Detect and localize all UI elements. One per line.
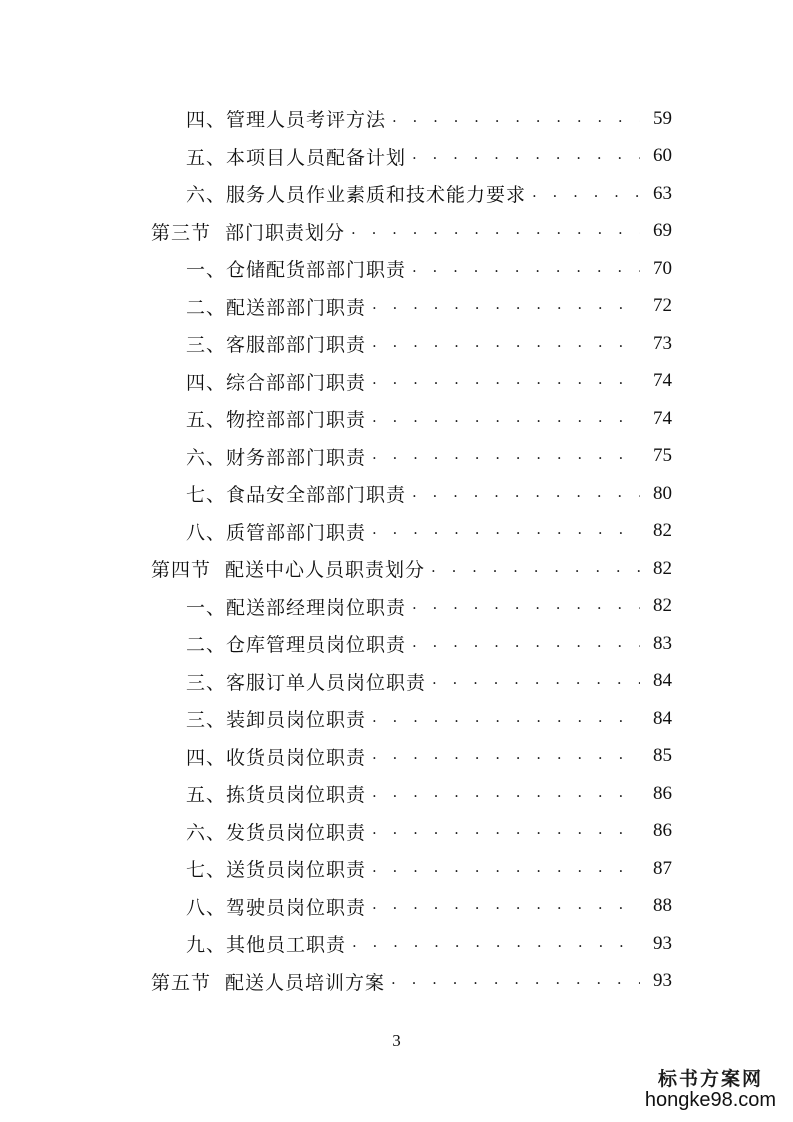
toc-entry-title: 八、质管部部门职责: [186, 521, 367, 544]
dot-leader: [352, 935, 640, 953]
toc-entry[interactable]: [0, 588, 793, 626]
toc-entry[interactable]: [0, 888, 793, 926]
toc-entry-title: 五、物控部部门职责: [186, 409, 367, 432]
toc-entry-title: 六、财务部部门职责: [186, 446, 367, 469]
dot-leader: [372, 822, 640, 840]
toc-page-number: 82: [653, 557, 672, 579]
toc-entry[interactable]: [0, 138, 793, 176]
toc-page-number: 73: [653, 332, 672, 354]
toc-page-number: 70: [653, 257, 672, 279]
watermark-url: hongke98.com: [644, 1089, 777, 1111]
dot-leader: [392, 110, 640, 128]
toc-section-title: 部门职责划分: [225, 221, 346, 244]
dot-leader: [372, 860, 640, 878]
toc-entry-title: 七、食品安全部部门职责: [186, 484, 407, 507]
toc-entry-title: 七、送货员岗位职责: [186, 859, 367, 882]
toc-entry-title: 五、拣货员岗位职责: [186, 784, 367, 807]
toc-entry[interactable]: [0, 513, 793, 551]
toc-page-number: 88: [653, 895, 672, 917]
dot-leader: [412, 147, 640, 165]
toc-page-number: 84: [653, 707, 672, 729]
toc-entry[interactable]: [0, 175, 793, 213]
toc-page-number: 86: [653, 782, 672, 804]
toc-page-number: 69: [653, 220, 672, 242]
toc-page-number: 86: [653, 820, 672, 842]
toc-page-number: 80: [653, 482, 672, 504]
watermark-brand: 标书方案网: [657, 1068, 763, 1090]
toc-page-number: 85: [653, 745, 672, 767]
toc-entry-title: 二、配送部部门职责: [186, 296, 367, 319]
toc-entry-title: 三、客服部部门职责: [186, 334, 367, 357]
dot-leader: [372, 897, 640, 915]
toc-section-entry[interactable]: [0, 550, 793, 588]
dot-leader: [372, 785, 640, 803]
toc-entry[interactable]: [0, 400, 793, 438]
toc-entry-title: 六、服务人员作业素质和技术能力要求: [186, 184, 527, 207]
toc-page-number: 63: [653, 182, 672, 204]
toc-entry[interactable]: [0, 475, 793, 513]
dot-leader: [372, 297, 640, 315]
toc-page-number: 74: [653, 370, 672, 392]
toc-entry-title: 四、综合部部门职责: [186, 371, 367, 394]
toc-entry[interactable]: [0, 438, 793, 476]
toc-page-number: 74: [653, 407, 672, 429]
toc-entry-title: [151, 218, 345, 245]
dot-leader: [372, 522, 640, 540]
toc-page-number: 75: [653, 445, 672, 467]
toc-entry[interactable]: [0, 625, 793, 663]
toc-page-number: 82: [653, 595, 672, 617]
toc-section-label: 第三节: [151, 221, 212, 244]
toc-page-number: 82: [653, 520, 672, 542]
dot-leader: [532, 185, 640, 203]
toc-entry-title: 一、仓储配货部部门职责: [186, 259, 407, 282]
dot-leader: [412, 485, 640, 503]
toc-entry-title: 一、配送部经理岗位职责: [186, 596, 407, 619]
dot-leader: [412, 597, 640, 615]
toc-entry-title: 四、管理人员考评方法: [186, 109, 387, 132]
toc-section-title: 配送中心人员职责划分: [225, 559, 426, 582]
toc-entry-title: 三、客服订单人员岗位职责: [186, 671, 427, 694]
toc-page-number: 93: [653, 970, 672, 992]
dot-leader: [372, 447, 640, 465]
toc-entry[interactable]: [0, 850, 793, 888]
toc-page-number: 93: [653, 932, 672, 954]
toc-entry-title: 五、本项目人员配备计划: [186, 146, 407, 169]
toc-entry[interactable]: [0, 925, 793, 963]
toc-entry[interactable]: [0, 250, 793, 288]
dot-leader: [372, 372, 640, 390]
toc-page-number: 83: [653, 632, 672, 654]
toc-section-title: 配送人员培训方案: [225, 971, 386, 994]
dot-leader: [412, 260, 640, 278]
dot-leader: [431, 560, 640, 578]
toc-page-number: 72: [653, 295, 672, 317]
toc-entry-title: [151, 555, 425, 582]
toc-entry[interactable]: [0, 100, 793, 138]
dot-leader: [391, 972, 640, 990]
dot-leader: [372, 410, 640, 428]
toc-entry-title: [151, 968, 385, 995]
toc-page-number: 59: [653, 107, 672, 129]
toc-entry-title: 八、驾驶员岗位职责: [186, 896, 367, 919]
dot-leader: [372, 747, 640, 765]
watermark: [643, 1064, 778, 1112]
toc-entry-title: 九、其他员工职责: [186, 934, 347, 957]
toc-entry[interactable]: [0, 363, 793, 401]
toc-entry-title: 四、收货员岗位职责: [186, 746, 367, 769]
toc-page-number: 84: [653, 670, 672, 692]
toc-page-number: 87: [653, 857, 672, 879]
dot-leader: [372, 710, 640, 728]
toc-entry-title: 六、发货员岗位职责: [186, 821, 367, 844]
toc-page-number: 60: [653, 145, 672, 167]
toc-section-label: 第四节: [151, 559, 212, 582]
toc-section-label: 第五节: [151, 971, 212, 994]
toc-section-entry[interactable]: [0, 963, 793, 1001]
toc-entry-title: 二、仓库管理员岗位职责: [186, 634, 407, 657]
dot-leader: [351, 222, 640, 240]
toc-entry[interactable]: [0, 325, 793, 363]
page-number: 3: [392, 1031, 401, 1050]
toc-entry[interactable]: [0, 700, 793, 738]
table-of-contents: [0, 100, 793, 1000]
toc-entry[interactable]: [0, 738, 793, 776]
dot-leader: [432, 672, 640, 690]
toc-entry[interactable]: [0, 813, 793, 851]
toc-entry[interactable]: [0, 775, 793, 813]
toc-entry[interactable]: [0, 663, 793, 701]
dot-leader: [372, 335, 640, 353]
toc-entry-title: 三、装卸员岗位职责: [186, 709, 367, 732]
toc-entry[interactable]: [0, 288, 793, 326]
dot-leader: [412, 635, 640, 653]
toc-section-entry[interactable]: [0, 213, 793, 251]
